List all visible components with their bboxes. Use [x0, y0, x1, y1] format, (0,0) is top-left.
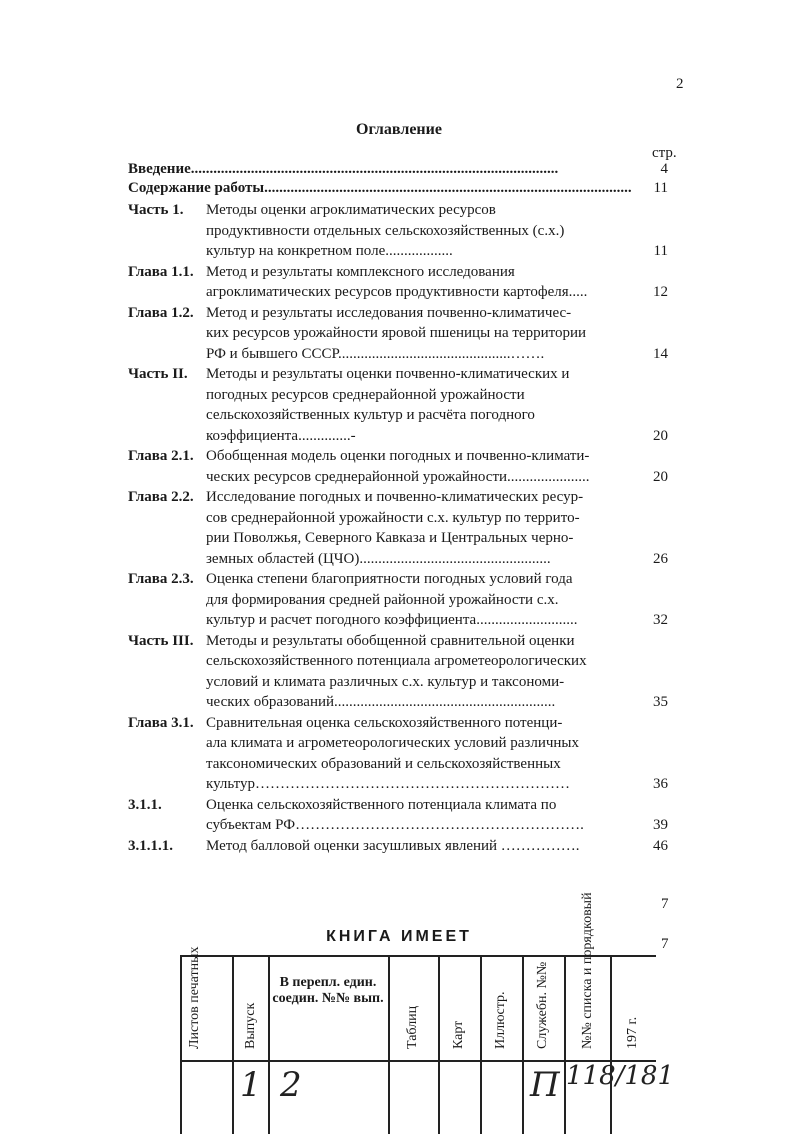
toc-entry — [128, 446, 688, 487]
toc-entry-line: Метод и результаты исследования почвенно-климатичес- — [206, 304, 572, 321]
toc-entry-text — [206, 303, 638, 365]
toc-entry-text — [206, 364, 638, 446]
margin-number: 7 — [661, 896, 669, 912]
toc-entry-intro — [128, 160, 688, 179]
stamp-column-label: 197 г. — [625, 1016, 640, 1049]
toc-entry-text — [206, 446, 638, 487]
toc-entry-page: 20 — [653, 468, 668, 485]
toc-entry-page: 32 — [653, 612, 668, 628]
stamp-column-label: Листов печатных — [187, 946, 202, 1049]
toc-entry-page: 14 — [653, 345, 668, 362]
toc-entry — [128, 569, 688, 631]
toc-entry-contents — [128, 179, 688, 198]
toc-entry-label: Глава 3.1. — [128, 714, 194, 731]
toc-entry-label: 3.1.1. — [128, 796, 162, 813]
toc-entry — [128, 713, 688, 795]
toc-entry-page: 20 — [653, 427, 668, 444]
toc-entry-line: рии Поволжья, Северного Кавказа и Центральных черно- — [206, 530, 574, 546]
toc-entry-line: культур и расчет погодного коэффициента........................... — [206, 612, 578, 628]
page-number: 2 — [676, 76, 684, 92]
toc-entry-line: условий и климата различных с.х. культур и таксономи- — [206, 673, 565, 690]
toc-entry-line: Оценка сельскохозяйственного потенциала климата по — [206, 796, 557, 813]
toc-entry — [128, 631, 688, 713]
toc-entry-label: Глава 2.2. — [128, 489, 194, 505]
toc-entry-page: 11 — [653, 243, 668, 259]
toc-entry-line: Сравнительная оценка сельскохозяйственного потенци- — [206, 714, 563, 731]
toc-entry-text — [206, 795, 638, 836]
toc-entry-page: 35 — [653, 694, 668, 710]
stamp-column-label: Таблиц — [405, 1005, 420, 1049]
stamp-column-label: В перепл. един. соедин. №№ вып. — [272, 975, 384, 1006]
toc-entry-label: Глава 2.1. — [128, 448, 194, 464]
toc-entry-label: 3.1.1.1. — [128, 837, 173, 854]
toc-entry-text — [206, 713, 638, 795]
toc-entry-text — [206, 262, 638, 303]
toc-entry-page: 4 — [660, 161, 668, 177]
toc-entry-page: 36 — [653, 776, 668, 792]
toc-entry-line: Оценка степени благоприятности погодных условий года — [206, 571, 573, 587]
toc-entry-line: сельскохозяйственного потенциала агрометеорологических — [206, 653, 587, 669]
toc-entry-label: Глава 2.3. — [128, 571, 194, 587]
stamp-column-label: Выпуск — [243, 1002, 258, 1049]
toc-entry-line: Исследование погодных и почвенно-климатических ресур- — [206, 489, 584, 505]
toc-entry-text — [206, 487, 638, 569]
toc-entry-text — [206, 631, 638, 713]
toc-entry-line: продуктивности отдельных сельскохозяйственных (с.х.) — [206, 222, 565, 239]
page-title: Оглавление — [356, 121, 442, 138]
toc-entry-text — [206, 200, 638, 262]
toc-entry-page: 26 — [653, 550, 668, 567]
toc-entry-line: субъектам РФ…………………………………………………. — [206, 817, 584, 833]
toc-entry-line: сов среднерайонной урожайности с.х. культур по террито- — [206, 509, 580, 526]
toc-entry — [128, 487, 688, 569]
toc-entry-line: культур на конкретном поле.................. — [206, 243, 453, 259]
toc-entry-page: 46 — [653, 837, 668, 854]
toc-entry-line: для формирования средней районной урожайности с.х. — [206, 591, 559, 608]
toc-entry-label: Глава 1.1. — [128, 263, 194, 280]
toc-entry — [128, 303, 688, 365]
toc-entry-text — [206, 836, 638, 857]
page-column-header: стр. — [652, 145, 677, 161]
handwritten-binding: 2 — [280, 1065, 302, 1105]
toc-entry-line: РФ и бывшего СССР..............................................……. — [206, 345, 545, 362]
stamp-column-label: Служебн. №№ — [535, 961, 550, 1049]
toc-entry-line: ала климата и агрометеорологических условий различных — [206, 735, 579, 751]
toc-entry — [128, 200, 688, 262]
stamp-column-label: Карт — [451, 1020, 466, 1049]
toc-entry — [128, 836, 688, 857]
stamp-title: КНИГА ИМЕЕТ — [326, 928, 472, 945]
toc-entry-line: ких ресурсов урожайности яровой пшеницы на территории — [206, 325, 587, 341]
toc-entry-line: культур……………………………………………………… — [206, 776, 571, 792]
toc-entry — [128, 795, 688, 836]
toc-entry-line: погодных ресурсов среднерайонной урожайности — [206, 386, 525, 403]
toc-entry-line: таксономических образований и сельскохозяйственных — [206, 755, 561, 772]
toc-entry-label: Часть III. — [128, 632, 194, 649]
table-of-contents — [128, 160, 688, 856]
toc-entry-line: коэффициента..............- — [206, 427, 356, 444]
toc-entry-page: 12 — [653, 284, 668, 300]
toc-entry — [128, 364, 688, 446]
toc-entry-text: Введение.................................................................................................. — [128, 161, 559, 177]
toc-entry-line: Метод балловой оценки засушливых явлений ……………. — [206, 837, 580, 854]
toc-entry — [128, 262, 688, 303]
toc-entry-page: 11 — [653, 180, 668, 196]
toc-entry-line: Методы и результаты обобщенной сравнительной оценки — [206, 632, 575, 649]
toc-entry-line: Обобщенная модель оценки погодных и почвенно-климати- — [206, 448, 590, 464]
handwritten-list: 118/181 — [566, 1061, 675, 1091]
stamp-column-label: №№ списка и порядковый — [580, 892, 595, 1049]
toc-entry-text — [206, 569, 638, 631]
toc-entry-line: Методы и результаты оценки почвенно-климатических и — [206, 366, 570, 382]
toc-entry-line: ческих образований........................................................... — [206, 694, 556, 710]
handwritten-service: П — [530, 1065, 560, 1105]
toc-entry-line: сельскохозяйственных культур и расчёта погодного — [206, 407, 535, 423]
toc-entry-label: Часть 1. — [128, 202, 184, 218]
toc-entry-line: земных областей (ЦЧО)................................................... — [206, 550, 551, 567]
toc-entry-label: Глава 1.2. — [128, 304, 194, 321]
toc-entry-line: Методы оценки агроклиматических ресурсов — [206, 202, 496, 218]
stamp-column-label: Иллюстр. — [493, 991, 508, 1049]
toc-entry-text: Содержание работы.................................................................................................. — [128, 180, 632, 196]
toc-entry-page: 39 — [653, 817, 668, 833]
toc-entry-label: Часть II. — [128, 366, 188, 382]
margin-number: 7 — [661, 936, 669, 952]
toc-entry-line: ческих ресурсов среднерайонной урожайности...................... — [206, 468, 590, 485]
toc-entry-line: Метод и результаты комплексного исследования — [206, 263, 515, 280]
toc-entry-line: агроклиматических ресурсов продуктивности картофеля..... — [206, 284, 588, 300]
handwritten-issue: 1 — [240, 1065, 262, 1105]
